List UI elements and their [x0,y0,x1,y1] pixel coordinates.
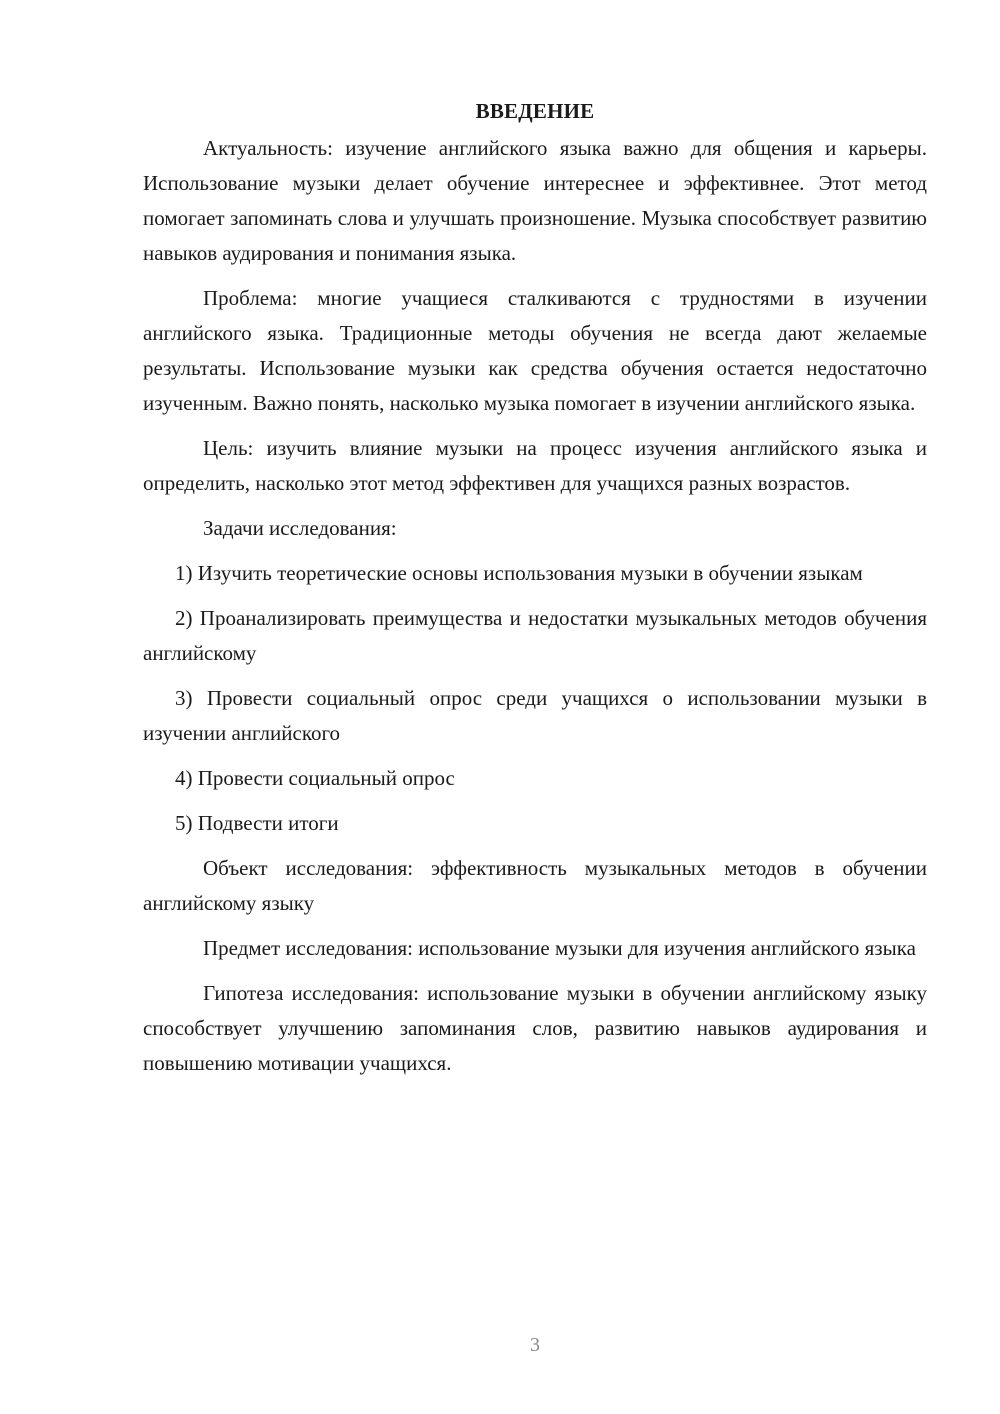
page-title: ВВЕДЕНИЕ [475,99,595,123]
list-item: 2) Проанализировать преимущества и недостатки музыкальных методов обучения английскому [143,606,927,665]
page-number: 3 [530,1334,540,1356]
paragraph-goal: Цель: изучить влияние музыки на процесс изучения английского языка и определить, насколько этот метод эффективен для учащихся разных возрастов. [143,436,927,495]
list-item: 4) Провести социальный опрос [175,766,455,790]
list-item: 3) Провести социальный опрос среди учащихся о использовании музыки в изучении английского [143,686,927,745]
paragraph-problem: Проблема: многие учащиеся сталкиваются с трудностями в изучении английского языка. Традиционные методы обучения не всегда дают желаемые результаты. Использование музыки как средства обучения остается недостаточно изученным. Важно понять, насколько музыка помогает в изучении английского языка. [143,286,927,415]
paragraph-relevance: Актуальность: изучение английского языка важно для общения и карьеры. Использование музыки делает обучение интереснее и эффективнее. Этот метод помогает запоминать слова и улучшать произношение. Музыка способствует развитию навыков аудирования и понимания языка. [143,136,927,265]
paragraph-object: Объект исследования: эффективность музыкальных методов в обучении английскому языку [143,856,927,915]
paragraph-hypothesis: Гипотеза исследования: использование музыки в обучении английскому языку способствует улучшению запоминания слов, развитию навыков аудирования и повышению мотивации учащихся. [143,981,927,1075]
list-item: 1) Изучить теоретические основы использования музыки в обучении языкам [175,561,863,585]
tasks-list [143,556,927,841]
paragraph-subject: Предмет исследования: использование музыки для изучения английского языка [203,936,916,960]
tasks-heading: Задачи исследования: [203,516,397,540]
document-page [143,96,927,1081]
list-item: 5) Подвести итоги [175,811,339,835]
